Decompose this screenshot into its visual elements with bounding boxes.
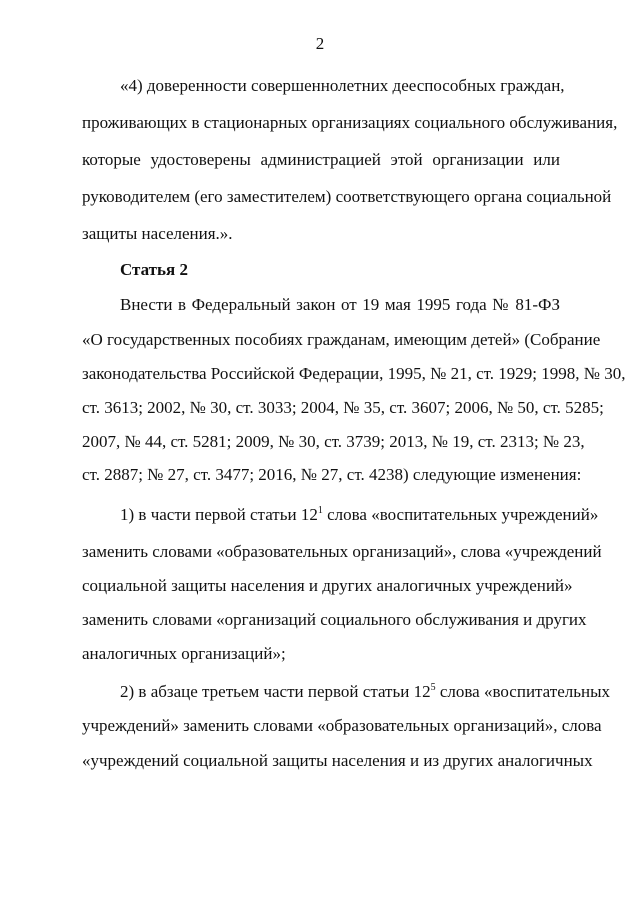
paragraph-line: руководителем (его заместителем) соответствующего органа социальной	[82, 187, 612, 206]
page-number: 2	[315, 34, 325, 53]
paragraph-line: 2007, № 44, ст. 5281; 2009, № 30, ст. 3739; 2013, № 19, ст. 2313; № 23,	[82, 432, 585, 451]
list-item-line: социальной защиты населения и других аналогичных учреждений»	[82, 576, 573, 595]
text-fragment: слова «воспитательных	[435, 682, 611, 701]
paragraph-line: Внести в Федеральный закон от 19 мая 1995 года № 81-ФЗ	[120, 295, 560, 314]
list-item-line: заменить словами «образовательных организаций», слова «учреждений	[82, 542, 602, 561]
list-item-line: учреждений» заменить словами «образовательных организаций», слова	[82, 716, 602, 735]
paragraph-line: законодательства Российской Федерации, 1995, № 21, ст. 1929; 1998, № 30,	[82, 364, 626, 383]
list-item-line: аналогичных организаций»;	[82, 644, 286, 663]
text-fragment: слова «воспитательных учреждений»	[322, 505, 599, 524]
list-item-line	[120, 682, 611, 702]
article-heading: Статья 2	[120, 260, 188, 279]
paragraph-line: «4) доверенности совершеннолетних дееспособных граждан,	[120, 76, 565, 95]
text-fragment: 1) в части первой статьи 12	[120, 505, 318, 524]
text-fragment: 2) в абзаце третьем части первой статьи 12	[120, 682, 431, 701]
list-item-line: «учреждений социальной защиты населения и из других аналогичных	[82, 751, 593, 770]
paragraph-line: ст. 2887; № 27, ст. 3477; 2016, № 27, ст. 4238) следующие изменения:	[82, 465, 582, 484]
paragraph-line: которые удостоверены администрацией этой организации или	[82, 150, 560, 169]
paragraph-line: ст. 3613; 2002, № 30, ст. 3033; 2004, № 35, ст. 3607; 2006, № 50, ст. 5285;	[82, 398, 604, 417]
superscript: 5	[430, 682, 436, 693]
superscript: 1	[317, 505, 323, 516]
list-item-line: заменить словами «организаций социального обслуживания и других	[82, 610, 587, 629]
paragraph-line: проживающих в стационарных организациях социального обслуживания,	[82, 113, 618, 132]
list-item-line	[120, 505, 599, 525]
paragraph-line: защиты населения.».	[82, 224, 233, 243]
paragraph-line: «О государственных пособиях гражданам, имеющим детей» (Собрание	[82, 330, 601, 349]
